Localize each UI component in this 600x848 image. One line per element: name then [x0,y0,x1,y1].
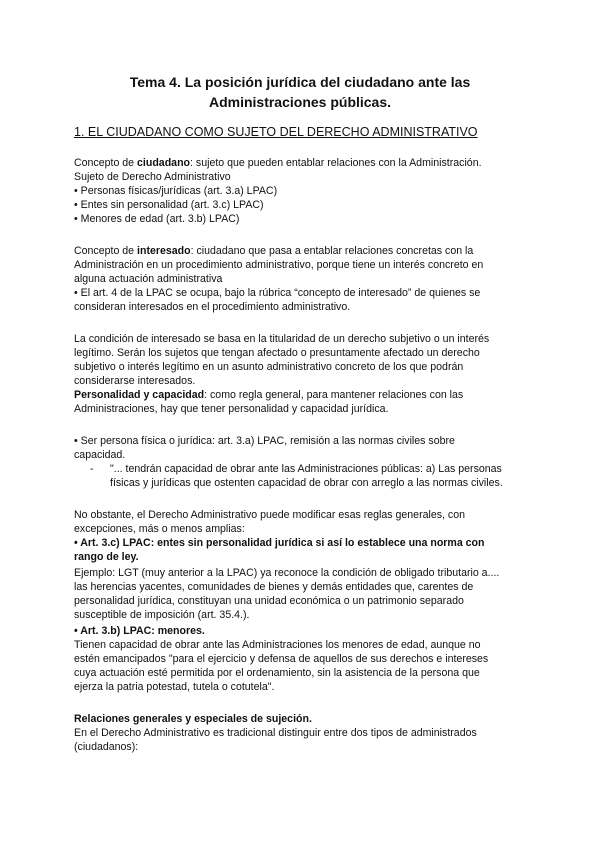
personalidad-definition [74,388,463,402]
relaciones-line: En el Derecho Administrativo es tradicional distinguir entre dos tipos de administrados [74,727,477,739]
art-3c-heading: rango de ley. [74,551,139,563]
interesado-suffix: : ciudadano que pasa a entablar relaciones concretas con la [190,245,474,257]
personalidad-term: Personalidad y capacidad [74,389,205,401]
condicion-line: subjetivo o interés legítimo en un asunto administrativo concreto de los que podrán [74,361,464,373]
interesado-line: consideran interesados en el procedimiento administrativo. [74,301,351,313]
quote-line: físicas y jurídicas que ostenten capacidad de obrar con arreglo a las normas civiles. [110,477,503,489]
art-3c-heading: • Art. 3.c) LPAC: entes sin personalidad jurídica si así lo establece una norma con [74,537,485,549]
persona-fisica-line: • Ser persona física o jurídica: art. 3.a) LPAC, remisión a las normas civiles sobre [74,435,455,447]
quote-dash: - [90,463,94,475]
no-obstante-line: excepciones, más o menos amplias: [74,523,245,535]
menores-line: ejerza la patria potestad, tutela o cotutela". [74,681,275,693]
quote-line: "... tendrán capacidad de obrar ante las Administraciones públicas: a) Las personas [110,463,502,475]
ciudadano-definition [74,156,482,170]
interesado-prefix: Concepto de [74,245,138,257]
ejemplo-line: susceptible de imposición (art. 35.4.). [74,609,250,621]
menores-line: Tienen capacidad de obrar ante las Administraciones los menores de edad, aunque no [74,639,481,651]
condicion-line: considerarse interesados. [74,375,196,387]
relaciones-line: (ciudadanos): [74,741,139,753]
personalidad-suffix: : como regla general, para mantener relaciones con las [204,389,464,401]
menores-line: cuya actuación esté permitida por el ordenamiento, sin la asistencia de la persona que [74,667,480,679]
personalidad-line: Administraciones, hay que tener personalidad y capacidad jurídica. [74,403,389,415]
relaciones-heading: Relaciones generales y especiales de sujeción. [74,713,312,725]
persona-fisica-line: capacidad. [74,449,126,461]
ciudadano-prefix: Concepto de [74,157,138,169]
condicion-line: La condición de interesado se basa en la titularidad de un derecho subjetivo o un interés [74,333,490,345]
list-item: • Menores de edad (art. 3.b) LPAC) [74,213,240,225]
list-item: • Entes sin personalidad (art. 3.c) LPAC) [74,199,264,211]
page-title-line-2: Administraciones públicas. [208,94,392,110]
interesado-line: • El art. 4 de la LPAC se ocupa, bajo la rúbrica “concepto de interesado” de quienes se [74,287,481,299]
ciudadano-suffix: : sujeto que pueden entablar relaciones con la Administración. [190,157,482,169]
menores-line: estén emancipados "para el ejercicio y defensa de aquellos de sus derechos e intereses [74,653,489,665]
interesado-term: interesado [137,245,191,257]
interesado-line: Administración en un procedimiento administrativo, porque tiene un interés concreto en [74,259,484,271]
interesado-line: alguna actuación administrativa [74,273,223,285]
condicion-line: legítimo. Serán los sujetos que tengan afectado o presuntamente afectado un derecho [74,347,480,359]
ciudadano-term: ciudadano [137,157,191,169]
ejemplo-line: Ejemplo: LGT (muy anterior a la LPAC) ya reconoce la condición de obligado tributario a.... [74,567,500,579]
art-3b-heading: • Art. 3.b) LPAC: menores. [74,625,205,637]
no-obstante-line: No obstante, el Derecho Administrativo puede modificar esas reglas generales, con [74,509,466,521]
ciudadano-line: Sujeto de Derecho Administrativo [74,171,231,183]
ejemplo-line: personalidad jurídica, constituyan una unidad económica o un patrimonio separado [74,595,464,607]
page-title-line-1: Tema 4. La posición jurídica del ciudadano ante las [129,74,471,90]
interesado-definition [74,244,473,258]
ejemplo-line: las herencias yacentes, comunidades de bienes y demás entidades que, carentes de [74,581,474,593]
section-heading: 1. EL CIUDADANO COMO SUJETO DEL DERECHO ADMINISTRATIVO [74,125,478,139]
list-item: • Personas físicas/jurídicas (art. 3.a) LPAC) [74,185,278,197]
